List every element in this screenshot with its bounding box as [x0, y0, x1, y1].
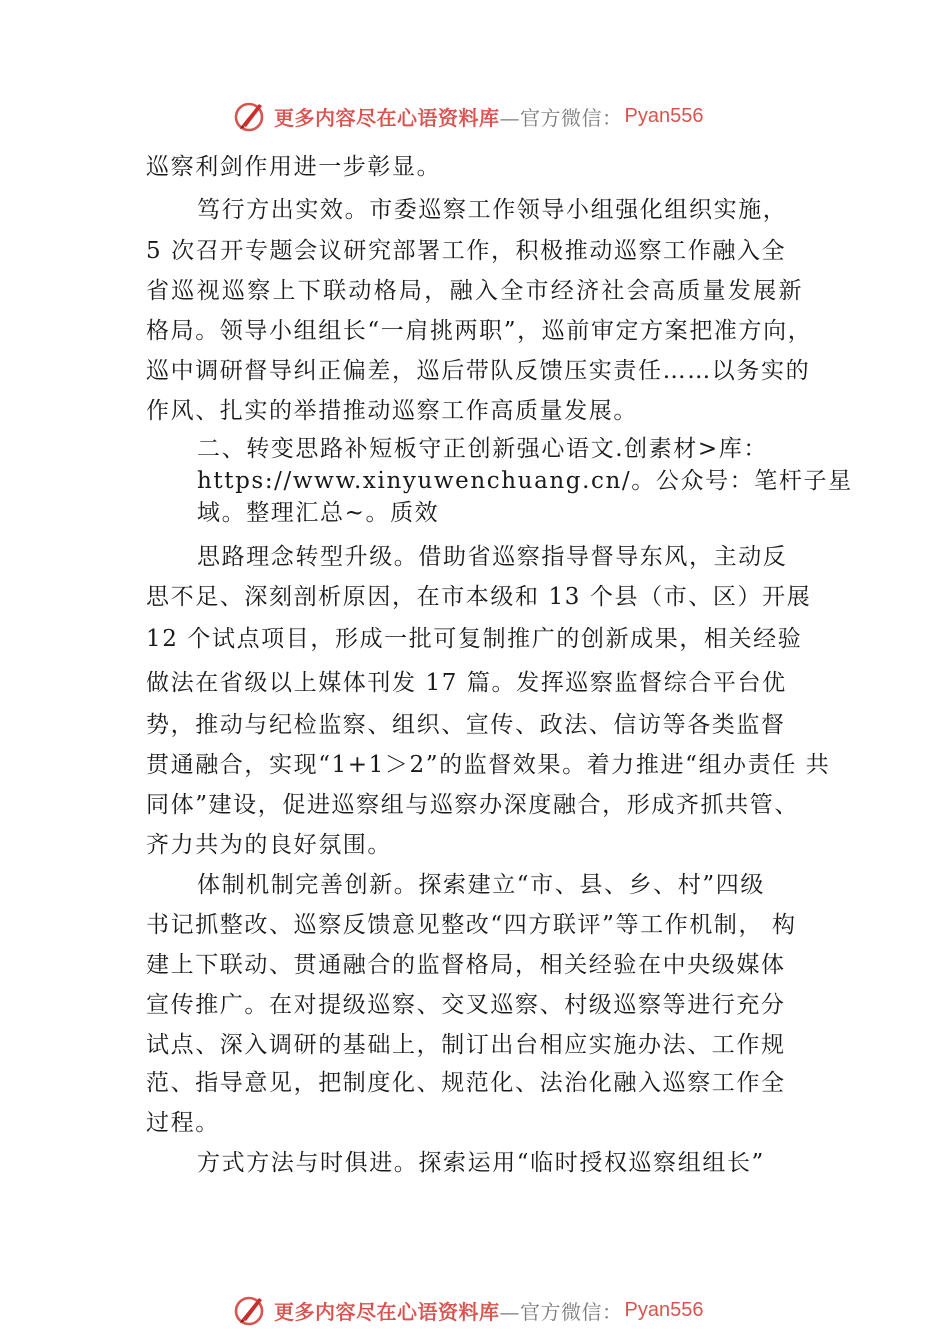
- text-line: 省巡视巡察上下联动格局，融入全市经济社会高质量发展新: [146, 278, 804, 304]
- text-line: 笃行方出实效。市委巡察工作领导小组强化组织实施，: [197, 197, 788, 223]
- text-line: 思路理念转型升级。借助省巡察指导督导东风，主动反: [197, 544, 788, 570]
- text-line: 巡察利剑作用进一步彰显。: [146, 154, 442, 180]
- text-line: 贯通融合，实现“1+1＞2”的监督效果。着力推进“组办责任 共: [146, 752, 831, 778]
- watermark-title: 更多内容尽在心语资料库: [274, 105, 500, 130]
- text-line: 作风、扎实的举措推动巡察工作高质量发展。: [146, 398, 638, 424]
- footer-watermark: [232, 1290, 703, 1330]
- text-line: 体制机制完善创新。探索建立“市、县、乡、村”四级: [197, 872, 765, 898]
- text-line: 格局。领导小组组长“一肩挑两职”，巡前审定方案把准方向，: [146, 318, 813, 344]
- text-line: 域。整理汇总~。质效: [197, 500, 440, 526]
- watermark-separator: —官方微信：: [499, 105, 623, 130]
- watermark-title: 更多内容尽在心语资料库: [274, 1299, 500, 1324]
- text-line: 巡中调研督导纠正偏差，巡后带队反馈压实责任……以务实的: [146, 358, 811, 384]
- text-line: https://www.xinyuwenchuang.cn/。公众号：笔杆子星: [197, 468, 853, 494]
- text-line: 书记抓整改、巡察反馈意见整改“四方联评”等工作机制， 构: [146, 912, 797, 938]
- text-line: 方式方法与时俱进。探索运用“临时授权巡察组组长”: [197, 1150, 765, 1176]
- section-heading: 二、转变思路补短板守正创新强心语文.创素材>库：: [197, 436, 768, 462]
- watermark-wechat-id: Pyan556: [624, 104, 704, 127]
- text-line: 12 个试点项目，形成一批可复制推广的创新成果，相关经验: [146, 626, 803, 652]
- text-line: 做法在省级以上媒体刊发 17 篇。发挥巡察监督综合平台优: [146, 670, 787, 696]
- text-line: 试点、深入调研的基础上，制订出台相应实施办法、工作规: [146, 1032, 786, 1058]
- watermark-wechat-id: Pyan556: [624, 1298, 704, 1321]
- text-line: 范、指导意见，把制度化、规范化、法治化融入巡察工作全: [146, 1070, 786, 1096]
- text-line: 势，推动与纪检监察、组织、宣传、政法、信访等各类监督: [146, 712, 786, 738]
- text-line: 齐力共为的良好氛围。: [146, 832, 392, 858]
- watermark-separator: —官方微信：: [499, 1299, 623, 1324]
- text-line: 建上下联动、贯通融合的监督格局，相关经验在中央级媒体: [146, 952, 786, 978]
- text-line: 宣传推广。在对提级巡察、交叉巡察、村级巡察等进行充分: [146, 992, 786, 1018]
- text-line: 5 次召开专题会议研究部署工作，积极推动巡察工作融入全: [146, 238, 787, 264]
- quill-logo-icon: [232, 1292, 268, 1328]
- text-line: 同体”建设，促进巡察组与巡察办深度融合，形成齐抓共管、: [146, 792, 799, 818]
- text-line: 过程。: [146, 1110, 220, 1136]
- text-line: 思不足、深刻剖析原因，在市本级和 13 个县（市、区）开展: [146, 584, 812, 610]
